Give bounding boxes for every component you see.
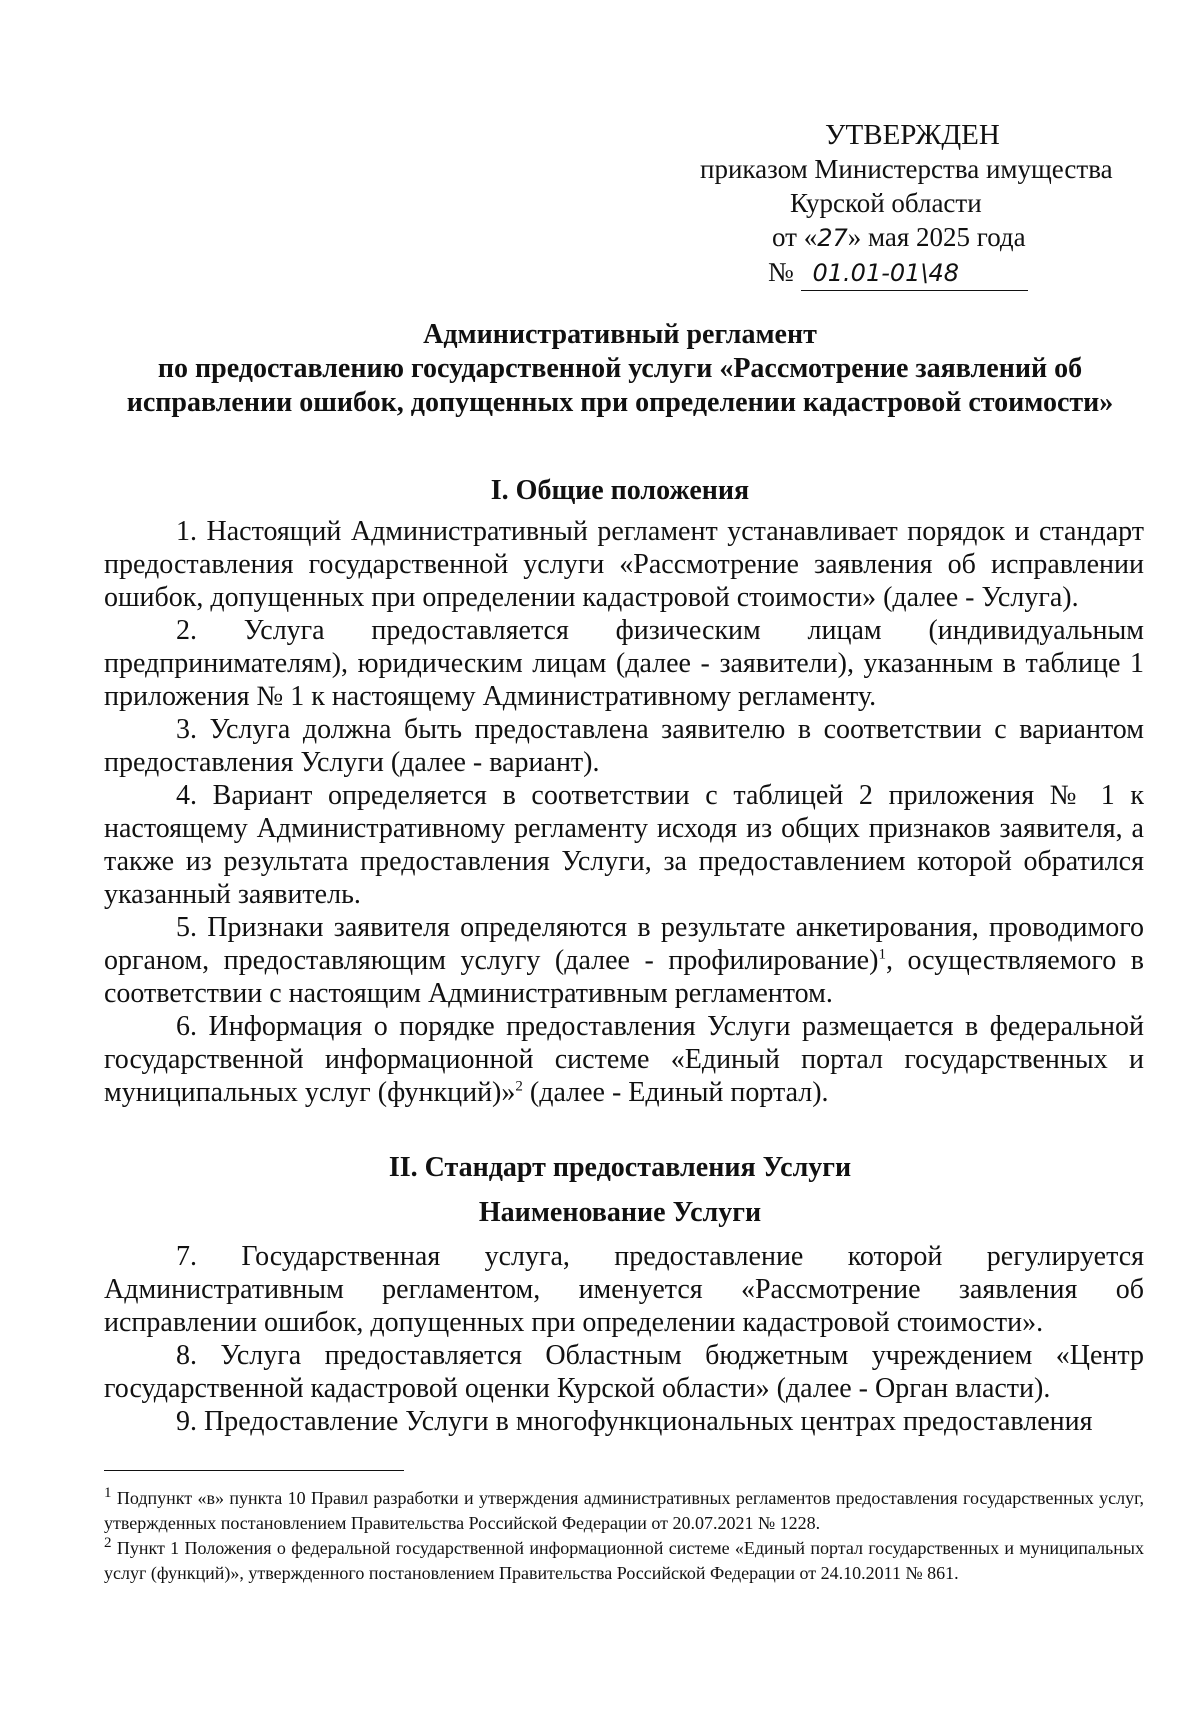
footnote-divider	[104, 1470, 404, 1471]
handwritten-day: 27	[817, 224, 848, 252]
footnote-ref-2[interactable]: 2	[515, 1078, 523, 1095]
section-1-heading: I. Общие положения	[490, 475, 750, 506]
approval-title: УТВЕРЖДЕН	[825, 119, 1000, 151]
section-2-body	[104, 1240, 1144, 1438]
paragraph-4: 4. Вариант определяется в соответствии с таблицей 2 приложения № 1 к настоящему Административному регламенту исходя из общих признаков заявителя, а также из результата предоставления Услуги, за предоставлением которой обратился указанный заявитель.	[104, 780, 1144, 910]
paragraph-9: 9. Предоставление Услуги в многофункциональных центрах предоставления	[176, 1406, 1093, 1437]
paragraph-2: 2. Услуга предоставляется физическим лицам (индивидуальным предпринимателям), юридическим лицам (далее - заявители), указанным в таблице 1 приложения № 1 к настоящему Административному регламенту.	[104, 615, 1144, 712]
footnotes	[104, 1486, 1144, 1586]
paragraph-7: 7. Государственная услуга, предоставление которой регулируется Административным регламентом, именуется «Рассмотрение заявления об исправлении ошибок, допущенных при определении кадастровой стоимости».	[104, 1241, 1144, 1338]
footnote-2: $^2$ Пункт 1 Положения о федеральной государственной информационной системе «Единый портал государственных и муниципальных услуг (функций)», утвержденного постановлением Правительства Российской Федерации от 24.10.2011 № 861.	[104, 1535, 1144, 1583]
footnote-1: $^1$ Подпункт «в» пункта 10 Правил разработки и утверждения административных регламентов предоставления государственных услуг, утвержденных постановлением Правительства Российской Федерации от 20.07.2021 № 1228.	[104, 1485, 1144, 1533]
footnote-ref-1[interactable]: 1	[878, 946, 886, 963]
paragraph-5: 5. Признаки заявителя определяются в результате анкетирования, проводимого органом, предоставляющим услугу (далее - профилирование)$^1$, осуществляемого в соответствии с настоящим Административным регламентом.	[104, 912, 1144, 1009]
approval-region-line: Курской области	[790, 188, 982, 218]
paragraph-3: 3. Услуга должна быть предоставлена заявителю в соответствии с вариантом предоставления Услуги (далее - вариант).	[104, 714, 1144, 778]
section-1-body	[104, 515, 1144, 1109]
number-label: №	[768, 257, 794, 287]
handwritten-number: 01.01-01\48	[801, 256, 1028, 291]
paragraph-1: 1. Настоящий Административный регламент устанавливает порядок и стандарт предоставления государственной услуги «Рассмотрение заявления об исправлении ошибок, допущенных при определении кадастровой стоимости» (далее - Услуга).	[104, 516, 1144, 613]
approval-number-line	[700, 255, 1150, 293]
paragraph-8: 8. Услуга предоставляется Областным бюджетным учреждением «Центр государственной кадастровой оценки Курской области» (далее - Орган власти).	[104, 1340, 1144, 1404]
approval-order-line: приказом Министерства имущества	[700, 154, 1113, 184]
document-title: Административный регламент по предоставлению государственной услуги «Рассмотрение заявлений об исправлении ошибок, допущенных при определении кадастровой стоимости»	[126, 319, 1114, 418]
approval-date-line: от «27» мая 2025 года	[772, 222, 1026, 252]
subsection-heading: Наименование Услуги	[478, 1197, 762, 1228]
approval-stamp	[700, 118, 1150, 293]
section-2-heading: II. Стандарт предоставления Услуги	[388, 1152, 852, 1183]
paragraph-6: 6. Информация о порядке предоставления Услуги размещается в федеральной государственной информационной системе «Единый портал государственных и муниципальных услуг (функций)»$^2$ (далее - Единый портал).	[104, 1011, 1144, 1108]
